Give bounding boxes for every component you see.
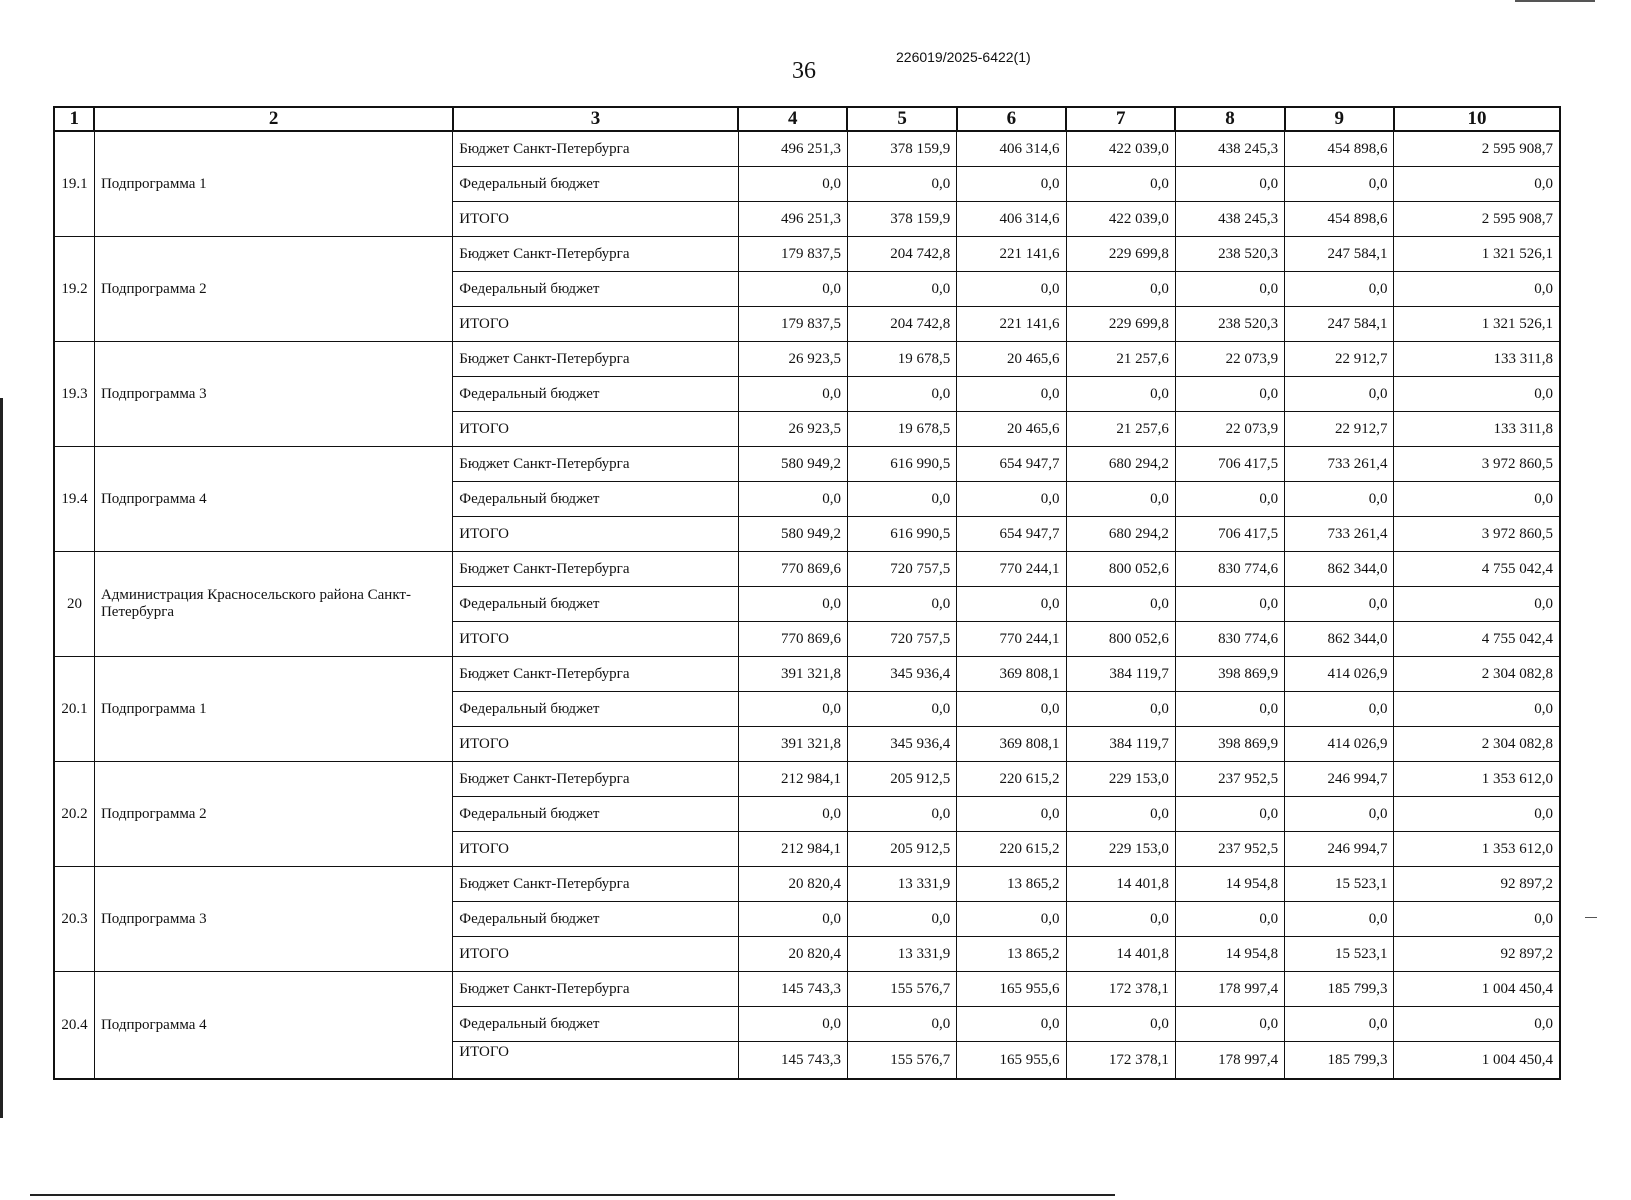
- amount-cell: 1 353 612,0: [1394, 832, 1560, 867]
- amount-cell: 706 417,5: [1175, 447, 1284, 482]
- amount-cell: 20 820,4: [738, 867, 847, 902]
- amount-cell: 2 595 908,7: [1394, 202, 1560, 237]
- amount-cell: 155 576,7: [847, 1042, 956, 1080]
- amount-cell: 414 026,9: [1285, 657, 1394, 692]
- amount-cell: 14 401,8: [1066, 867, 1175, 902]
- amount-cell: 654 947,7: [957, 517, 1066, 552]
- table-row: [54, 972, 1560, 1007]
- amount-cell: 229 153,0: [1066, 762, 1175, 797]
- amount-cell: 733 261,4: [1285, 447, 1394, 482]
- table-row: [54, 447, 1560, 482]
- amount-cell: 0,0: [1285, 377, 1394, 412]
- amount-cell: 20 465,6: [957, 342, 1066, 377]
- amount-cell: 20 820,4: [738, 937, 847, 972]
- amount-cell: 830 774,6: [1175, 552, 1284, 587]
- amount-cell: 384 119,7: [1066, 727, 1175, 762]
- amount-cell: 0,0: [847, 1007, 956, 1042]
- amount-cell: 14 954,8: [1175, 937, 1284, 972]
- amount-cell: 720 757,5: [847, 622, 956, 657]
- amount-cell: 0,0: [1285, 587, 1394, 622]
- amount-cell: 0,0: [1175, 587, 1284, 622]
- amount-cell: 770 244,1: [957, 622, 1066, 657]
- amount-cell: 13 865,2: [957, 867, 1066, 902]
- row-code: 20.4: [54, 972, 94, 1080]
- funding-source: Федеральный бюджет: [453, 377, 738, 412]
- amount-cell: 406 314,6: [957, 202, 1066, 237]
- amount-cell: 0,0: [1285, 692, 1394, 727]
- amount-cell: 4 755 042,4: [1394, 622, 1560, 657]
- amount-cell: 391 321,8: [738, 657, 847, 692]
- funding-source: Федеральный бюджет: [453, 902, 738, 937]
- amount-cell: 246 994,7: [1285, 762, 1394, 797]
- amount-cell: 369 808,1: [957, 727, 1066, 762]
- amount-cell: 221 141,6: [957, 237, 1066, 272]
- amount-cell: 0,0: [738, 167, 847, 202]
- amount-cell: 178 997,4: [1175, 1042, 1284, 1080]
- funding-source: Бюджет Санкт-Петербурга: [453, 131, 738, 167]
- row-code: 19.4: [54, 447, 94, 552]
- amount-cell: 0,0: [847, 902, 956, 937]
- amount-cell: 22 912,7: [1285, 412, 1394, 447]
- scan-edge-mark: [1515, 0, 1595, 2]
- amount-cell: 0,0: [957, 902, 1066, 937]
- amount-cell: 496 251,3: [738, 131, 847, 167]
- table-body: [54, 131, 1560, 1079]
- amount-cell: 0,0: [1394, 797, 1560, 832]
- amount-cell: 0,0: [847, 482, 956, 517]
- amount-cell: 2 595 908,7: [1394, 131, 1560, 167]
- row-code: 19.2: [54, 237, 94, 342]
- program-name: Подпрограмма 1: [94, 131, 452, 237]
- funding-source: ИТОГО: [453, 1042, 738, 1080]
- amount-cell: 204 742,8: [847, 307, 956, 342]
- amount-cell: 0,0: [1175, 1007, 1284, 1042]
- amount-cell: 770 869,6: [738, 622, 847, 657]
- amount-cell: 0,0: [957, 797, 1066, 832]
- amount-cell: 205 912,5: [847, 832, 956, 867]
- amount-cell: 20 465,6: [957, 412, 1066, 447]
- program-name: Подпрограмма 4: [94, 447, 452, 552]
- column-header-7: 7: [1066, 107, 1175, 131]
- amount-cell: 0,0: [957, 482, 1066, 517]
- table-row: [54, 657, 1560, 692]
- amount-cell: 0,0: [1066, 482, 1175, 517]
- column-header-8: 8: [1175, 107, 1284, 131]
- column-header-2: 2: [94, 107, 452, 131]
- funding-source: ИТОГО: [453, 832, 738, 867]
- column-header-9: 9: [1285, 107, 1394, 131]
- funding-source: ИТОГО: [453, 307, 738, 342]
- amount-cell: 0,0: [1066, 1007, 1175, 1042]
- column-header-6: 6: [957, 107, 1066, 131]
- amount-cell: 680 294,2: [1066, 447, 1175, 482]
- amount-cell: 13 331,9: [847, 867, 956, 902]
- amount-cell: 414 026,9: [1285, 727, 1394, 762]
- amount-cell: 0,0: [1066, 587, 1175, 622]
- funding-source: Федеральный бюджет: [453, 272, 738, 307]
- funding-source: Бюджет Санкт-Петербурга: [453, 972, 738, 1007]
- amount-cell: 15 523,1: [1285, 937, 1394, 972]
- amount-cell: 454 898,6: [1285, 131, 1394, 167]
- amount-cell: 3 972 860,5: [1394, 517, 1560, 552]
- amount-cell: 438 245,3: [1175, 202, 1284, 237]
- table-row: [54, 762, 1560, 797]
- amount-cell: 220 615,2: [957, 762, 1066, 797]
- amount-cell: 0,0: [957, 692, 1066, 727]
- funding-source: Федеральный бюджет: [453, 797, 738, 832]
- amount-cell: 0,0: [1394, 692, 1560, 727]
- funding-source: Бюджет Санкт-Петербурга: [453, 447, 738, 482]
- funding-source: ИТОГО: [453, 937, 738, 972]
- amount-cell: 438 245,3: [1175, 131, 1284, 167]
- amount-cell: 800 052,6: [1066, 552, 1175, 587]
- amount-cell: 0,0: [847, 167, 956, 202]
- amount-cell: 22 073,9: [1175, 412, 1284, 447]
- amount-cell: 22 912,7: [1285, 342, 1394, 377]
- amount-cell: 4 755 042,4: [1394, 552, 1560, 587]
- amount-cell: 185 799,3: [1285, 972, 1394, 1007]
- amount-cell: 212 984,1: [738, 832, 847, 867]
- amount-cell: 0,0: [1285, 272, 1394, 307]
- table-row: [54, 237, 1560, 272]
- program-name: Подпрограмма 4: [94, 972, 452, 1080]
- amount-cell: 212 984,1: [738, 762, 847, 797]
- scan-left-edge: [0, 398, 3, 1118]
- amount-cell: 247 584,1: [1285, 307, 1394, 342]
- row-code: 20: [54, 552, 94, 657]
- amount-cell: 654 947,7: [957, 447, 1066, 482]
- table-row: [54, 867, 1560, 902]
- amount-cell: 0,0: [1175, 692, 1284, 727]
- amount-cell: 0,0: [957, 377, 1066, 412]
- amount-cell: 145 743,3: [738, 1042, 847, 1080]
- amount-cell: 0,0: [1175, 902, 1284, 937]
- funding-source: Бюджет Санкт-Петербурга: [453, 342, 738, 377]
- program-name: Подпрограмма 3: [94, 342, 452, 447]
- amount-cell: 229 699,8: [1066, 307, 1175, 342]
- row-code: 19.1: [54, 131, 94, 237]
- amount-cell: 13 865,2: [957, 937, 1066, 972]
- amount-cell: 0,0: [1066, 167, 1175, 202]
- amount-cell: 0,0: [738, 482, 847, 517]
- amount-cell: 406 314,6: [957, 131, 1066, 167]
- funding-source: ИТОГО: [453, 517, 738, 552]
- amount-cell: 0,0: [1394, 902, 1560, 937]
- amount-cell: 237 952,5: [1175, 832, 1284, 867]
- amount-cell: 14 954,8: [1175, 867, 1284, 902]
- amount-cell: 229 699,8: [1066, 237, 1175, 272]
- program-name: Подпрограмма 1: [94, 657, 452, 762]
- amount-cell: 0,0: [847, 692, 956, 727]
- amount-cell: 0,0: [847, 272, 956, 307]
- amount-cell: 237 952,5: [1175, 762, 1284, 797]
- amount-cell: 345 936,4: [847, 727, 956, 762]
- amount-cell: 862 344,0: [1285, 552, 1394, 587]
- amount-cell: 145 743,3: [738, 972, 847, 1007]
- amount-cell: 0,0: [1066, 797, 1175, 832]
- amount-cell: 0,0: [847, 797, 956, 832]
- amount-cell: 616 990,5: [847, 447, 956, 482]
- amount-cell: 733 261,4: [1285, 517, 1394, 552]
- amount-cell: 155 576,7: [847, 972, 956, 1007]
- budget-table: [53, 106, 1561, 1080]
- table-row: [54, 131, 1560, 167]
- column-header-4: 4: [738, 107, 847, 131]
- amount-cell: 378 159,9: [847, 131, 956, 167]
- amount-cell: 0,0: [957, 272, 1066, 307]
- document-id: 226019/2025-6422(1): [896, 49, 1031, 65]
- amount-cell: 0,0: [1175, 377, 1284, 412]
- amount-cell: 26 923,5: [738, 342, 847, 377]
- funding-source: Бюджет Санкт-Петербурга: [453, 762, 738, 797]
- amount-cell: 0,0: [1175, 482, 1284, 517]
- amount-cell: 0,0: [738, 902, 847, 937]
- amount-cell: 0,0: [738, 272, 847, 307]
- amount-cell: 0,0: [1285, 902, 1394, 937]
- amount-cell: 398 869,9: [1175, 727, 1284, 762]
- funding-source: ИТОГО: [453, 202, 738, 237]
- amount-cell: 1 004 450,4: [1394, 1042, 1560, 1080]
- amount-cell: 246 994,7: [1285, 832, 1394, 867]
- amount-cell: 0,0: [1285, 1007, 1394, 1042]
- amount-cell: 26 923,5: [738, 412, 847, 447]
- amount-cell: 391 321,8: [738, 727, 847, 762]
- amount-cell: 422 039,0: [1066, 202, 1175, 237]
- amount-cell: 398 869,9: [1175, 657, 1284, 692]
- funding-source: Федеральный бюджет: [453, 692, 738, 727]
- amount-cell: 0,0: [1175, 797, 1284, 832]
- amount-cell: 0,0: [1285, 167, 1394, 202]
- amount-cell: 345 936,4: [847, 657, 956, 692]
- column-header-10: 10: [1394, 107, 1560, 131]
- funding-source: ИТОГО: [453, 412, 738, 447]
- amount-cell: 133 311,8: [1394, 342, 1560, 377]
- amount-cell: 706 417,5: [1175, 517, 1284, 552]
- program-name: Подпрограмма 2: [94, 237, 452, 342]
- amount-cell: 22 073,9: [1175, 342, 1284, 377]
- amount-cell: 720 757,5: [847, 552, 956, 587]
- amount-cell: 862 344,0: [1285, 622, 1394, 657]
- amount-cell: 0,0: [1175, 272, 1284, 307]
- amount-cell: 616 990,5: [847, 517, 956, 552]
- funding-source: ИТОГО: [453, 622, 738, 657]
- amount-cell: 179 837,5: [738, 237, 847, 272]
- amount-cell: 800 052,6: [1066, 622, 1175, 657]
- row-code: 20.3: [54, 867, 94, 972]
- page-number: 36: [792, 58, 816, 84]
- program-name: Подпрограмма 3: [94, 867, 452, 972]
- amount-cell: 3 972 860,5: [1394, 447, 1560, 482]
- amount-cell: 0,0: [738, 692, 847, 727]
- amount-cell: 0,0: [738, 1007, 847, 1042]
- funding-source: Федеральный бюджет: [453, 1007, 738, 1042]
- amount-cell: 0,0: [1066, 692, 1175, 727]
- amount-cell: 1 321 526,1: [1394, 237, 1560, 272]
- amount-cell: 133 311,8: [1394, 412, 1560, 447]
- amount-cell: 92 897,2: [1394, 867, 1560, 902]
- amount-cell: 21 257,6: [1066, 342, 1175, 377]
- amount-cell: 0,0: [738, 377, 847, 412]
- amount-cell: 92 897,2: [1394, 937, 1560, 972]
- amount-cell: 384 119,7: [1066, 657, 1175, 692]
- amount-cell: 770 244,1: [957, 552, 1066, 587]
- program-name: Администрация Красносельского района Санкт-Петербурга: [94, 552, 452, 657]
- amount-cell: 13 331,9: [847, 937, 956, 972]
- amount-cell: 247 584,1: [1285, 237, 1394, 272]
- amount-cell: 19 678,5: [847, 342, 956, 377]
- funding-source: Бюджет Санкт-Петербурга: [453, 237, 738, 272]
- amount-cell: 496 251,3: [738, 202, 847, 237]
- amount-cell: 172 378,1: [1066, 1042, 1175, 1080]
- amount-cell: 238 520,3: [1175, 307, 1284, 342]
- row-code: 20.2: [54, 762, 94, 867]
- amount-cell: 0,0: [1066, 902, 1175, 937]
- amount-cell: 0,0: [957, 1007, 1066, 1042]
- amount-cell: 0,0: [1066, 272, 1175, 307]
- scan-mark: [1585, 917, 1597, 918]
- amount-cell: 422 039,0: [1066, 131, 1175, 167]
- amount-cell: 0,0: [1394, 272, 1560, 307]
- row-code: 20.1: [54, 657, 94, 762]
- amount-cell: 378 159,9: [847, 202, 956, 237]
- amount-cell: 369 808,1: [957, 657, 1066, 692]
- table-header: [54, 107, 1560, 131]
- row-code: 19.3: [54, 342, 94, 447]
- amount-cell: 179 837,5: [738, 307, 847, 342]
- column-header-1: 1: [54, 107, 94, 131]
- amount-cell: 680 294,2: [1066, 517, 1175, 552]
- amount-cell: 14 401,8: [1066, 937, 1175, 972]
- funding-source: Бюджет Санкт-Петербурга: [453, 552, 738, 587]
- amount-cell: 221 141,6: [957, 307, 1066, 342]
- amount-cell: 0,0: [1066, 377, 1175, 412]
- funding-source: Федеральный бюджет: [453, 482, 738, 517]
- amount-cell: 580 949,2: [738, 447, 847, 482]
- amount-cell: 830 774,6: [1175, 622, 1284, 657]
- column-header-3: 3: [453, 107, 738, 131]
- amount-cell: 0,0: [847, 377, 956, 412]
- amount-cell: 0,0: [1175, 167, 1284, 202]
- amount-cell: 454 898,6: [1285, 202, 1394, 237]
- amount-cell: 1 353 612,0: [1394, 762, 1560, 797]
- amount-cell: 0,0: [1394, 377, 1560, 412]
- amount-cell: 0,0: [738, 587, 847, 622]
- amount-cell: 19 678,5: [847, 412, 956, 447]
- program-name: Подпрограмма 2: [94, 762, 452, 867]
- amount-cell: 220 615,2: [957, 832, 1066, 867]
- funding-source: ИТОГО: [453, 727, 738, 762]
- amount-cell: 0,0: [847, 587, 956, 622]
- amount-cell: 0,0: [1285, 482, 1394, 517]
- amount-cell: 1 004 450,4: [1394, 972, 1560, 1007]
- amount-cell: 21 257,6: [1066, 412, 1175, 447]
- funding-source: Бюджет Санкт-Петербурга: [453, 867, 738, 902]
- amount-cell: 2 304 082,8: [1394, 727, 1560, 762]
- amount-cell: 15 523,1: [1285, 867, 1394, 902]
- amount-cell: 238 520,3: [1175, 237, 1284, 272]
- funding-source: Бюджет Санкт-Петербурга: [453, 657, 738, 692]
- amount-cell: 0,0: [1394, 587, 1560, 622]
- footer-rule: [30, 1194, 1115, 1196]
- funding-source: Федеральный бюджет: [453, 167, 738, 202]
- amount-cell: 204 742,8: [847, 237, 956, 272]
- amount-cell: 0,0: [1394, 1007, 1560, 1042]
- column-header-5: 5: [847, 107, 956, 131]
- amount-cell: 165 955,6: [957, 1042, 1066, 1080]
- amount-cell: 172 378,1: [1066, 972, 1175, 1007]
- amount-cell: 185 799,3: [1285, 1042, 1394, 1080]
- amount-cell: 229 153,0: [1066, 832, 1175, 867]
- funding-source: Федеральный бюджет: [453, 587, 738, 622]
- amount-cell: 165 955,6: [957, 972, 1066, 1007]
- amount-cell: 770 869,6: [738, 552, 847, 587]
- table-row: [54, 342, 1560, 377]
- amount-cell: 1 321 526,1: [1394, 307, 1560, 342]
- amount-cell: 0,0: [738, 797, 847, 832]
- table-row: [54, 552, 1560, 587]
- amount-cell: 0,0: [957, 587, 1066, 622]
- amount-cell: 178 997,4: [1175, 972, 1284, 1007]
- amount-cell: 0,0: [1394, 482, 1560, 517]
- amount-cell: 0,0: [957, 167, 1066, 202]
- amount-cell: 2 304 082,8: [1394, 657, 1560, 692]
- amount-cell: 0,0: [1394, 167, 1560, 202]
- amount-cell: 0,0: [1285, 797, 1394, 832]
- amount-cell: 580 949,2: [738, 517, 847, 552]
- amount-cell: 205 912,5: [847, 762, 956, 797]
